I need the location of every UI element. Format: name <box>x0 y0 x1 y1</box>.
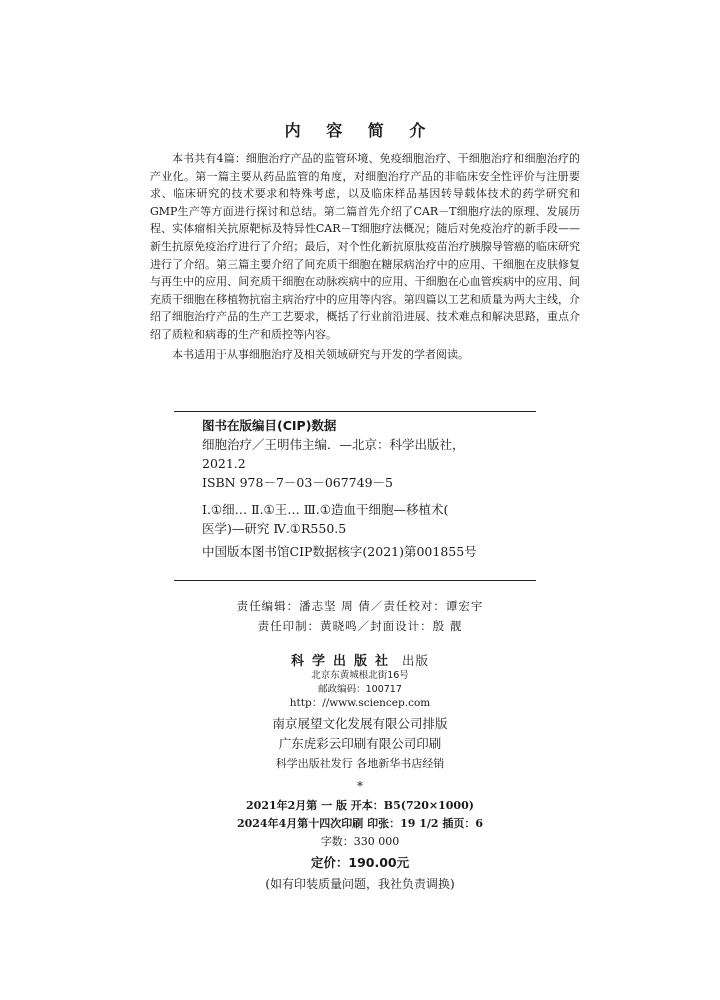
publisher-suffix: 出版 <box>402 653 430 668</box>
publisher-address: 北京东黄城根北街16号 <box>311 670 409 681</box>
publisher-postcode: 邮政编码：100717 <box>318 684 402 695</box>
cip-block <box>202 416 536 561</box>
separator-asterisk: * <box>357 779 363 793</box>
cip-bottom-rule <box>174 580 536 581</box>
edition-specs <box>0 797 720 851</box>
summary-paragraph: 本书共有4篇：细胞治疗产品的监管环境、免疫细胞治疗、干细胞治疗和细胞治疗的产业化。第一篇主要从药品监管的角度，对细胞治疗产品的非临床安全性评价与注册要求、临床研究的技术要求和特殊考虑，以及临床样品基因转导载体技术的药学研究和GMP生产等方面进行探讨和总结。第二篇首先介绍了CAR－T细胞疗法的原理、发展历程、实体瘤相关抗原靶标及特异性CAR－T细胞疗法概况；随后对免疫治疗的新手段——新生抗原免疫治疗进行了介绍；最后，对个性化新抗原肽疫苗治疗胰腺导管癌的临床研究进行了介绍。第三篇主要介绍了间充质干细胞在糖尿病治疗中的应用、干细胞在皮肤修复与再生中的应用、间充质干细胞在动脉疾病中的应用、干细胞在心血管疾病中的应用、间充质干细胞在移植物抗宿主病治疗中的应用等内容。第四篇以工艺和质量为两大主线，介绍了细胞治疗产品的生产工艺要求，概括了行业前沿进展、技术难点和解决思路，重点介绍了质粒和病毒的生产和质控等内容。 <box>150 152 580 341</box>
editor-line: 责任编辑：潘志坚 周 倩／责任校对：谭宏宇 <box>236 599 484 613</box>
price: 定价：190.00元 <box>310 855 410 870</box>
cip-isbn: ISBN 978－7－03－067749－5 <box>202 475 393 490</box>
publisher-block <box>0 650 720 711</box>
production-line: 责任印制：黄晓鸣／封面设计：殷 靓 <box>257 619 463 633</box>
reprint-line: 2024年4月第十四次印刷 印张：19 1/2 插页：6 <box>236 817 484 830</box>
content-summary <box>150 150 580 363</box>
publisher-logo: 科学出版社 <box>290 654 396 669</box>
typesetter: 南京展望文化发展有限公司排版 <box>272 716 448 731</box>
quality-notice: (如有印装质量问题，我社负责调换) <box>265 877 455 891</box>
cip-record-number: 中国版本图书馆CIP数据核字(2021)第001855号 <box>202 544 477 559</box>
distribution: 科学出版社发行 各地新华书店经销 <box>275 757 445 770</box>
printer: 广东虎彩云印刷有限公司印刷 <box>278 736 442 751</box>
cip-subject-line: Ⅰ.①细… Ⅱ.①王… Ⅲ.①造血干细胞—移植术( <box>202 502 449 517</box>
cip-top-rule <box>174 411 536 412</box>
word-count: 字数：330 000 <box>320 835 400 848</box>
printing-block <box>0 714 720 774</box>
editors-credits <box>0 596 720 636</box>
cip-heading: 图书在版编目(CIP)数据 <box>202 418 337 433</box>
edition-line: 2021年2月第 一 版 开本：B5(720×1000) <box>246 799 474 812</box>
publisher-url: http：//www.sciencep.com <box>289 697 431 709</box>
audience-paragraph: 本书适用于从事细胞治疗及相关领域研究与开发的学者阅读。 <box>172 347 469 361</box>
page-title: 内 容 简 介 <box>284 121 436 140</box>
cip-subject-line-2: 医学)—研究 Ⅳ.①R550.5 <box>202 521 347 536</box>
cip-year-line: 2021.2 <box>202 456 246 471</box>
cip-title-line: 细胞治疗／王明伟主编．—北京：科学出版社， <box>202 437 465 452</box>
